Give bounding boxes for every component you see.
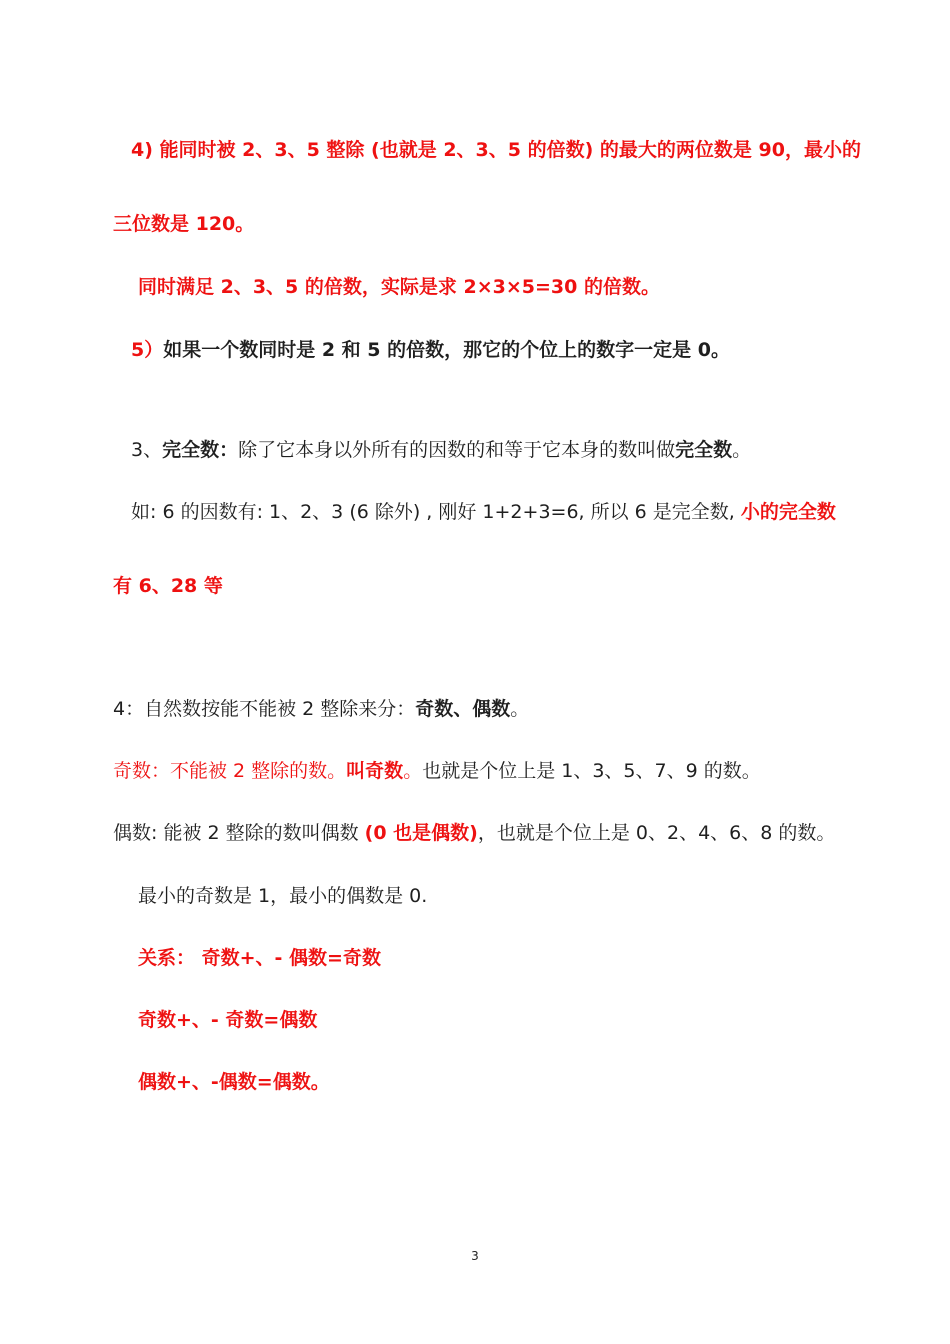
period: 。 xyxy=(403,760,423,782)
example-highlight: 小的完全数 xyxy=(740,501,836,523)
page-number: 3 xyxy=(471,1249,479,1263)
rule-4-line1: 4) 能同时被 2、3、5 整除 (也就是 2、3、5 的倍数) 的最大的两位数是 90，最小的 xyxy=(131,139,861,161)
even-def-text: 偶数: 能被 2 整除的数叫偶数 xyxy=(113,822,365,844)
relation-2: 奇数+、- 奇数=偶数 xyxy=(138,1009,318,1031)
smallest-numbers: 最小的奇数是 1，最小的偶数是 0. xyxy=(138,885,428,907)
odd-even-terms: 奇数、偶数 xyxy=(415,698,511,720)
period: 。 xyxy=(510,698,530,720)
perfect-number-definition xyxy=(131,437,751,463)
section-number: 3、 xyxy=(131,439,163,461)
perfect-number-example-cont: 有 6、28 等 xyxy=(113,575,223,597)
example-text: 如: 6 的因数有: 1、2、3 (6 除外) , 刚好 1+2+3=6, 所以 6 是完全数, xyxy=(131,501,741,523)
relation-3: 偶数+、-偶数=偶数。 xyxy=(138,1071,330,1093)
term-perfect-number-end: 完全数 xyxy=(675,439,733,461)
odd-def-detail: 也就是个位上是 1、3、5、7、9 的数。 xyxy=(422,760,761,782)
intro-text: 4：自然数按能不能被 2 整除来分： xyxy=(113,698,416,720)
rule-4-line2: 三位数是 120。 xyxy=(113,213,255,235)
rule-5 xyxy=(131,337,730,363)
even-def-note: (0 也是偶数) xyxy=(364,822,478,844)
odd-definition xyxy=(113,758,761,784)
rule-5-text: 如果一个数同时是 2 和 5 的倍数，那它的个位上的数字一定是 0。 xyxy=(163,339,730,361)
rule-5-number: 5） xyxy=(131,339,164,361)
relation-1: 关系： 奇数+、- 偶数=奇数 xyxy=(138,947,381,969)
rule-4-note: 同时满足 2、3、5 的倍数，实际是求 2×3×5=30 的倍数。 xyxy=(138,276,660,298)
odd-even-intro xyxy=(113,696,529,722)
period: 。 xyxy=(732,439,752,461)
odd-def-term: 叫奇数 xyxy=(346,760,404,782)
even-definition xyxy=(113,820,835,846)
definition-text: 除了它本身以外所有的因数的和等于它本身的数叫做 xyxy=(238,439,676,461)
odd-def-text: 奇数：不能被 2 整除的数。 xyxy=(113,760,347,782)
even-def-detail: ，也就是个位上是 0、2、4、6、8 的数。 xyxy=(477,822,836,844)
perfect-number-example xyxy=(131,499,836,525)
term-perfect-number: 完全数： xyxy=(162,439,239,461)
